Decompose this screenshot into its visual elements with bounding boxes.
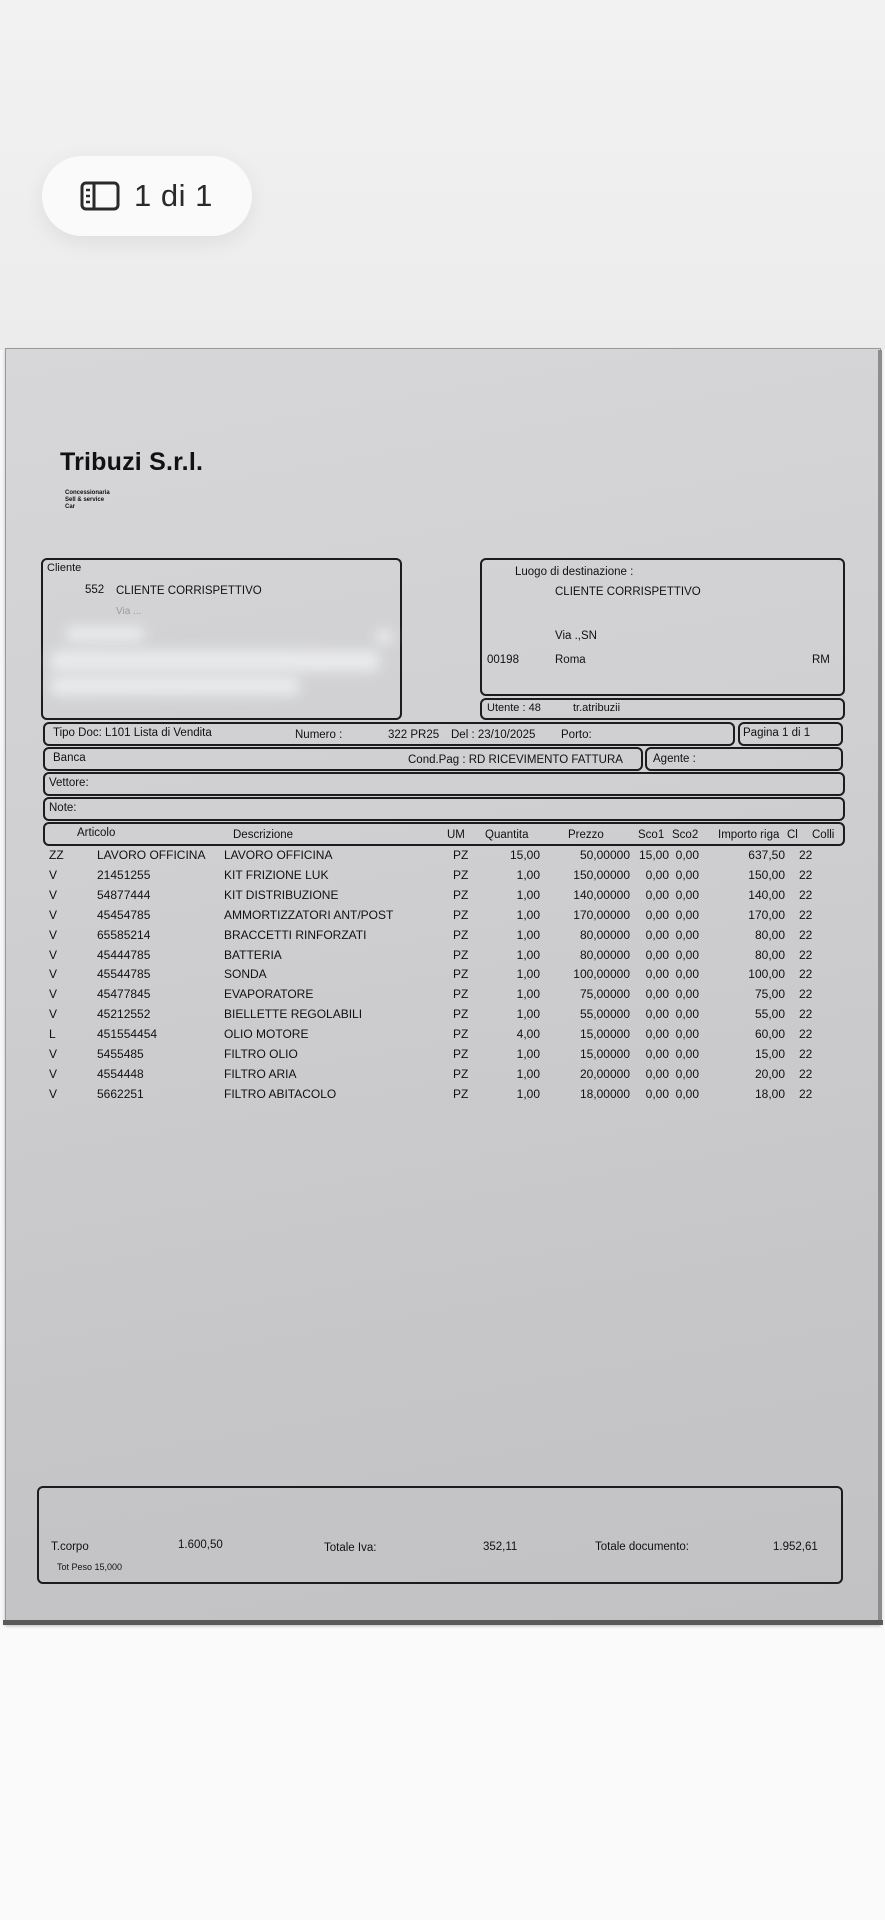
row-price: 20,00000 xyxy=(579,1066,630,1081)
client-code: 552 xyxy=(85,584,105,596)
row-amount: 18,00 xyxy=(754,1086,785,1101)
doc-type: Tipo Doc: L101 Lista di Vendita xyxy=(53,727,212,739)
row-cl: 22 xyxy=(799,947,813,962)
col-colli: Colli xyxy=(812,829,835,841)
row-description: BATTERIA xyxy=(224,947,282,962)
totals-box xyxy=(37,1486,843,1584)
row-um: PZ xyxy=(453,887,469,902)
row-type: V xyxy=(49,1007,58,1022)
row-um: PZ xyxy=(453,967,469,982)
page-indicator-label: 1 di 1 xyxy=(134,178,213,213)
row-price: 15,00000 xyxy=(579,1027,630,1042)
row-type: V xyxy=(49,927,58,942)
row-article: 45544785 xyxy=(97,967,151,982)
row-article: LAVORO OFFICINA xyxy=(97,848,206,862)
row-cl: 22 xyxy=(799,1027,813,1042)
row-sco1: 15,00 xyxy=(638,848,669,862)
total-weight: Tot Peso 15,000 xyxy=(57,1562,123,1572)
row-price: 100,00000 xyxy=(573,967,630,982)
notes-box xyxy=(43,797,845,821)
company-sub-1: Concessionaria xyxy=(65,490,110,496)
row-amount: 150,00 xyxy=(748,867,785,882)
row-price: 150,00000 xyxy=(573,867,630,882)
row-cl: 22 xyxy=(799,987,813,1002)
row-amount: 170,00 xyxy=(748,907,785,922)
row-cl: 22 xyxy=(799,1047,813,1061)
iva-label: Totale Iva: xyxy=(324,1542,377,1554)
row-um: PZ xyxy=(453,1047,469,1061)
redaction xyxy=(50,650,380,672)
col-prezzo: Prezzo xyxy=(568,829,604,841)
doc-porto: Porto: xyxy=(561,729,592,741)
table-row xyxy=(5,1087,881,1107)
row-um: PZ xyxy=(453,987,469,1002)
row-description: BRACCETTI RINFORZATI xyxy=(224,927,367,942)
doc-page: Pagina 1 di 1 xyxy=(743,727,811,739)
row-article: 45454785 xyxy=(97,907,151,922)
table-row xyxy=(5,967,881,987)
row-um: PZ xyxy=(453,1066,469,1081)
notes-label: Note: xyxy=(49,802,77,814)
row-type: V xyxy=(49,907,58,922)
row-sco1: 0,00 xyxy=(645,1086,669,1101)
row-sco2: 0,00 xyxy=(675,907,699,922)
destination-name: CLIENTE CORRISPETTIVO xyxy=(555,586,701,598)
row-um: PZ xyxy=(453,867,469,882)
table-row xyxy=(5,928,881,948)
row-price: 50,00000 xyxy=(579,848,630,862)
row-article: 21451255 xyxy=(97,867,151,882)
row-qty: 1,00 xyxy=(516,1066,540,1081)
document-sheet xyxy=(5,348,881,1624)
row-description: EVAPORATORE xyxy=(224,987,314,1002)
doc-total-value: 1.952,61 xyxy=(773,1541,818,1553)
iva-value: 352,11 xyxy=(483,1541,518,1553)
table-row xyxy=(5,1047,881,1067)
carrier-label: Vettore: xyxy=(49,777,89,789)
destination-cap: 00198 xyxy=(487,654,519,666)
client-name: CLIENTE CORRISPETTIVO xyxy=(116,585,262,597)
carrier-box xyxy=(43,772,845,796)
row-price: 15,00000 xyxy=(579,1047,630,1061)
row-qty: 15,00 xyxy=(509,848,540,862)
row-cl: 22 xyxy=(799,1007,813,1022)
destination-street: Via .,SN xyxy=(555,630,597,642)
tcorpo-label: T.corpo xyxy=(51,1541,89,1553)
destination-city: Roma xyxy=(555,654,586,666)
col-descrizione: Descrizione xyxy=(233,829,294,841)
row-sco1: 0,00 xyxy=(645,1027,669,1042)
row-um: PZ xyxy=(453,907,469,922)
row-qty: 1,00 xyxy=(516,927,540,942)
row-article: 45212552 xyxy=(97,1007,151,1022)
row-description: KIT FRIZIONE LUK xyxy=(224,867,329,882)
row-cl: 22 xyxy=(799,1086,813,1101)
row-description: SONDA xyxy=(224,967,267,982)
doc-number: 322 PR25 xyxy=(388,729,440,741)
row-amount: 15,00 xyxy=(754,1047,785,1061)
row-amount: 100,00 xyxy=(748,967,785,982)
row-article: 65585214 xyxy=(97,927,151,942)
row-cl: 22 xyxy=(799,907,813,922)
row-description: OLIO MOTORE xyxy=(224,1027,309,1042)
row-cl: 22 xyxy=(799,848,813,862)
row-amount: 20,00 xyxy=(754,1066,785,1081)
row-sco1: 0,00 xyxy=(645,967,669,982)
row-qty: 1,00 xyxy=(516,1047,540,1061)
table-row xyxy=(5,1007,881,1027)
row-article: 54877444 xyxy=(97,887,151,902)
row-um: PZ xyxy=(453,1007,469,1022)
col-um: UM xyxy=(447,829,465,841)
row-sco1: 0,00 xyxy=(645,1047,669,1061)
row-article: 5455485 xyxy=(97,1047,144,1061)
row-sco2: 0,00 xyxy=(675,987,699,1002)
row-sco1: 0,00 xyxy=(645,927,669,942)
row-um: PZ xyxy=(453,947,469,962)
row-um: PZ xyxy=(453,848,469,862)
row-type: L xyxy=(49,1027,56,1042)
redaction xyxy=(50,676,300,696)
row-article: 45477845 xyxy=(97,987,151,1002)
paper-edge xyxy=(3,1620,883,1625)
row-sco2: 0,00 xyxy=(675,1007,699,1022)
row-cl: 22 xyxy=(799,967,813,982)
row-description: FILTRO ARIA xyxy=(224,1066,297,1081)
row-type: V xyxy=(49,947,58,962)
row-article: 451554454 xyxy=(97,1027,158,1042)
company-name: Tribuzi S.r.l. xyxy=(60,448,204,476)
table-row xyxy=(5,948,881,968)
row-type: V xyxy=(49,867,58,882)
row-sco1: 0,00 xyxy=(645,1066,669,1081)
row-qty: 1,00 xyxy=(516,987,540,1002)
row-sco2: 0,00 xyxy=(675,927,699,942)
row-description: FILTRO OLIO xyxy=(224,1047,298,1061)
row-qty: 1,00 xyxy=(516,1007,540,1022)
row-cl: 22 xyxy=(799,867,813,882)
bank-label: Banca xyxy=(53,752,86,764)
row-sco1: 0,00 xyxy=(645,907,669,922)
row-um: PZ xyxy=(453,927,469,942)
row-article: 5662251 xyxy=(97,1086,144,1101)
row-description: BIELLETTE REGOLABILI xyxy=(224,1007,363,1022)
row-sco1: 0,00 xyxy=(645,947,669,962)
payment-terms: Cond.Pag : RD RICEVIMENTO FATTURA xyxy=(408,754,623,766)
tcorpo-value: 1.600,50 xyxy=(178,1539,223,1551)
row-sco2: 0,00 xyxy=(675,1086,699,1101)
row-amount: 80,00 xyxy=(754,927,785,942)
doc-total-label: Totale documento: xyxy=(595,1541,689,1553)
row-price: 140,00000 xyxy=(573,887,630,902)
row-price: 170,00000 xyxy=(573,907,630,922)
row-sco2: 0,00 xyxy=(675,867,699,882)
col-sco1: Sco1 xyxy=(638,829,665,841)
row-price: 80,00000 xyxy=(579,927,630,942)
viewer-background-bottom xyxy=(0,1625,885,1920)
row-price: 80,00000 xyxy=(579,947,630,962)
row-cl: 22 xyxy=(799,887,813,902)
row-qty: 1,00 xyxy=(516,907,540,922)
row-sco2: 0,00 xyxy=(675,1027,699,1042)
row-amount: 55,00 xyxy=(754,1007,785,1022)
row-article: 45444785 xyxy=(97,947,151,962)
destination-label: Luogo di destinazione : xyxy=(515,566,634,578)
row-um: PZ xyxy=(453,1027,469,1042)
row-sco2: 0,00 xyxy=(675,887,699,902)
row-amount: 637,50 xyxy=(748,848,785,862)
row-qty: 1,00 xyxy=(516,867,540,882)
row-amount: 75,00 xyxy=(754,987,785,1002)
row-cl: 22 xyxy=(799,927,813,942)
col-cl: Cl xyxy=(787,829,798,841)
row-type: V xyxy=(49,1086,58,1101)
table-row xyxy=(5,1067,881,1087)
table-row xyxy=(5,987,881,1007)
row-description: LAVORO OFFICINA xyxy=(224,848,333,862)
destination-box xyxy=(480,558,845,696)
company-sub-3: Car xyxy=(65,504,76,510)
row-qty: 4,00 xyxy=(516,1027,540,1042)
row-amount: 140,00 xyxy=(748,887,785,902)
row-description: KIT DISTRIBUZIONE xyxy=(224,887,339,902)
row-sco1: 0,00 xyxy=(645,867,669,882)
row-sco2: 0,00 xyxy=(675,848,699,862)
row-amount: 80,00 xyxy=(754,947,785,962)
row-type: V xyxy=(49,967,58,982)
row-type: V xyxy=(49,887,58,902)
row-type: ZZ xyxy=(49,848,64,862)
company-sub-2: Sell & service xyxy=(65,497,105,503)
row-description: FILTRO ABITACOLO xyxy=(224,1086,337,1101)
row-cl: 22 xyxy=(799,1066,813,1081)
table-row xyxy=(5,888,881,908)
row-article: 4554448 xyxy=(97,1066,144,1081)
row-description: AMMORTIZZATORI ANT/POST xyxy=(224,907,394,922)
row-amount: 60,00 xyxy=(754,1027,785,1042)
redaction xyxy=(65,626,145,642)
destination-province: RM xyxy=(812,654,830,666)
table-row xyxy=(5,908,881,928)
row-qty: 1,00 xyxy=(516,1086,540,1101)
row-sco2: 0,00 xyxy=(675,1047,699,1061)
row-type: V xyxy=(49,1047,58,1061)
row-sco1: 0,00 xyxy=(645,987,669,1002)
row-type: V xyxy=(49,1066,58,1081)
user-label: Utente : 48 xyxy=(487,702,541,714)
row-sco2: 0,00 xyxy=(675,967,699,982)
table-row xyxy=(5,1027,881,1047)
row-um: PZ xyxy=(453,1086,469,1101)
row-qty: 1,00 xyxy=(516,947,540,962)
row-price: 55,00000 xyxy=(579,1007,630,1022)
redaction xyxy=(375,630,393,644)
row-sco1: 0,00 xyxy=(645,1007,669,1022)
agent-label: Agente : xyxy=(653,753,696,765)
row-sco2: 0,00 xyxy=(675,1066,699,1081)
page-indicator[interactable] xyxy=(42,156,252,236)
user-username: tr.atribuzii xyxy=(573,702,621,714)
row-qty: 1,00 xyxy=(516,887,540,902)
row-price: 18,00000 xyxy=(579,1086,630,1101)
row-qty: 1,00 xyxy=(516,967,540,982)
col-importo: Importo riga xyxy=(718,829,780,841)
table-row xyxy=(5,868,881,888)
client-address-partial: Via ... xyxy=(116,606,142,617)
row-price: 75,00000 xyxy=(579,987,630,1002)
col-quantita: Quantita xyxy=(485,829,529,841)
doc-number-label: Numero : xyxy=(295,729,343,741)
doc-date: Del : 23/10/2025 xyxy=(451,729,536,741)
document-pages-icon xyxy=(80,181,120,211)
row-type: V xyxy=(49,987,58,1002)
client-label: Cliente xyxy=(47,562,82,574)
row-sco2: 0,00 xyxy=(675,947,699,962)
col-sco2: Sco2 xyxy=(672,829,699,841)
row-sco1: 0,00 xyxy=(645,887,669,902)
paper-edge xyxy=(878,350,882,1622)
col-articolo: Articolo xyxy=(77,827,116,839)
table-row xyxy=(5,848,881,868)
